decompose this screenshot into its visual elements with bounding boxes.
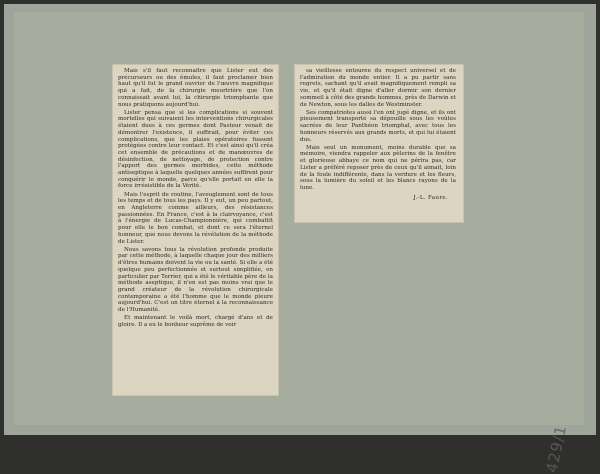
left-column-text [118, 68, 273, 392]
clipping-right-column [294, 64, 464, 223]
paragraph: Nous savons tous la révolution profonde produite par cette méthode, à laquelle chaque jour des milliers d'êtres humains doivent la vie ou la santé. Si elle a été quelque peu perfectionnée et surtout simplifiée, en particulier par Terrier, qui a été le véritable père de la méthode aseptique, il n'en est pas moins vrai que le grand créateur de la révolution chirurgicale contemporaine a été l'homme que le monde pleure aujourd'hui. C'est un titre éternel à la reconnaissance de l'Humanité. [118, 246, 273, 314]
paragraph: Mais seul un monument, moins durable que sa mémoire, viendra rappeler aux pèlerins de la fenêtre et glorieuse abbaye ce nom qui ne périra pas, car Lister a préféré reposer près de ceux qu'il aimait, loin de la foule indifférente, dans la verdure et les fleurs, sous la lumière du soleil et les blancs rayons de la lune. [300, 144, 456, 191]
paragraph: sa vieillesse entourée du respect universel et de l'admiration du monde entier. Il a pu partir sans regrets, sachant qu'il avait magnifiquement rempli sa vie, et qu'il était digne d'aller dormir son dernier sommeil à côté des grands hommes, près de Darwin et de Newton, sous les dalles de Westminster. [300, 68, 456, 108]
right-column-text [300, 68, 456, 219]
paragraph: Mais s'il faut reconnaître que Lister eut des précurseurs ou des émules, il faut proclamer bien haut qu'il fut le grand ouvrier de l'œuvre magnifique qui a fait, de la chirurgie meurtrière que l'on connaissait avant lui, la chirurgie triomphante que nous pratiquons aujourd'hui. [118, 68, 273, 108]
clipping-left-column [112, 64, 279, 396]
clipping-edge [112, 64, 279, 65]
pencil-annotation: 429/1 [542, 423, 570, 474]
paragraph: Et maintenant le voilà mort, chargé d'ans et de gloire. Il a eu le bonheur suprême de voir [118, 315, 273, 329]
paragraph: Lister pensa que si les complications si souvent mortelles qui suivaient les interventions chirurgicales étaient dues à ces germes dont Pasteur venait de démontrer l'existence, il suffirait, pour éviter ces complications, que les plaies opératoires fussent protégées contre leur contact. Et c'est ainsi qu'il créa cet ensemble de précautions et de manœuvres de désinfection, de nettoyage, de protection contre l'apport des germes morbides, cette méthode antiseptique à laquelle quelques années suffirent pour conquérir le monde, parce qu'elle portait en elle la force irrésistible de la Vérité. [118, 109, 273, 190]
paragraph: Ses compatriotes aussi l'en ont jugé digne, et ils ont pieusement transporté sa dépouille sous les voûtes sacrées de leur Panthéon triomphal, avec tous les honneurs réservés aux grands morts, et qui lui étaient dus. [300, 109, 456, 143]
author-signature: J.-L. Faure. [413, 194, 448, 201]
paragraph: Mais l'esprit de routine, l'aveuglement sont de tous les temps et de tous les pays. Il y eut, un peu partout, en Angleterre comme ailleurs, des résistances passionnées. En France, c'est à la clairvoyance, c'est à l'énergie de Lucas-Championnière, qui combattit pour elle le bon combat, et dont ce sera l'éternel honneur, que nous devons la révélation de la méthode de Lister. [118, 191, 273, 245]
